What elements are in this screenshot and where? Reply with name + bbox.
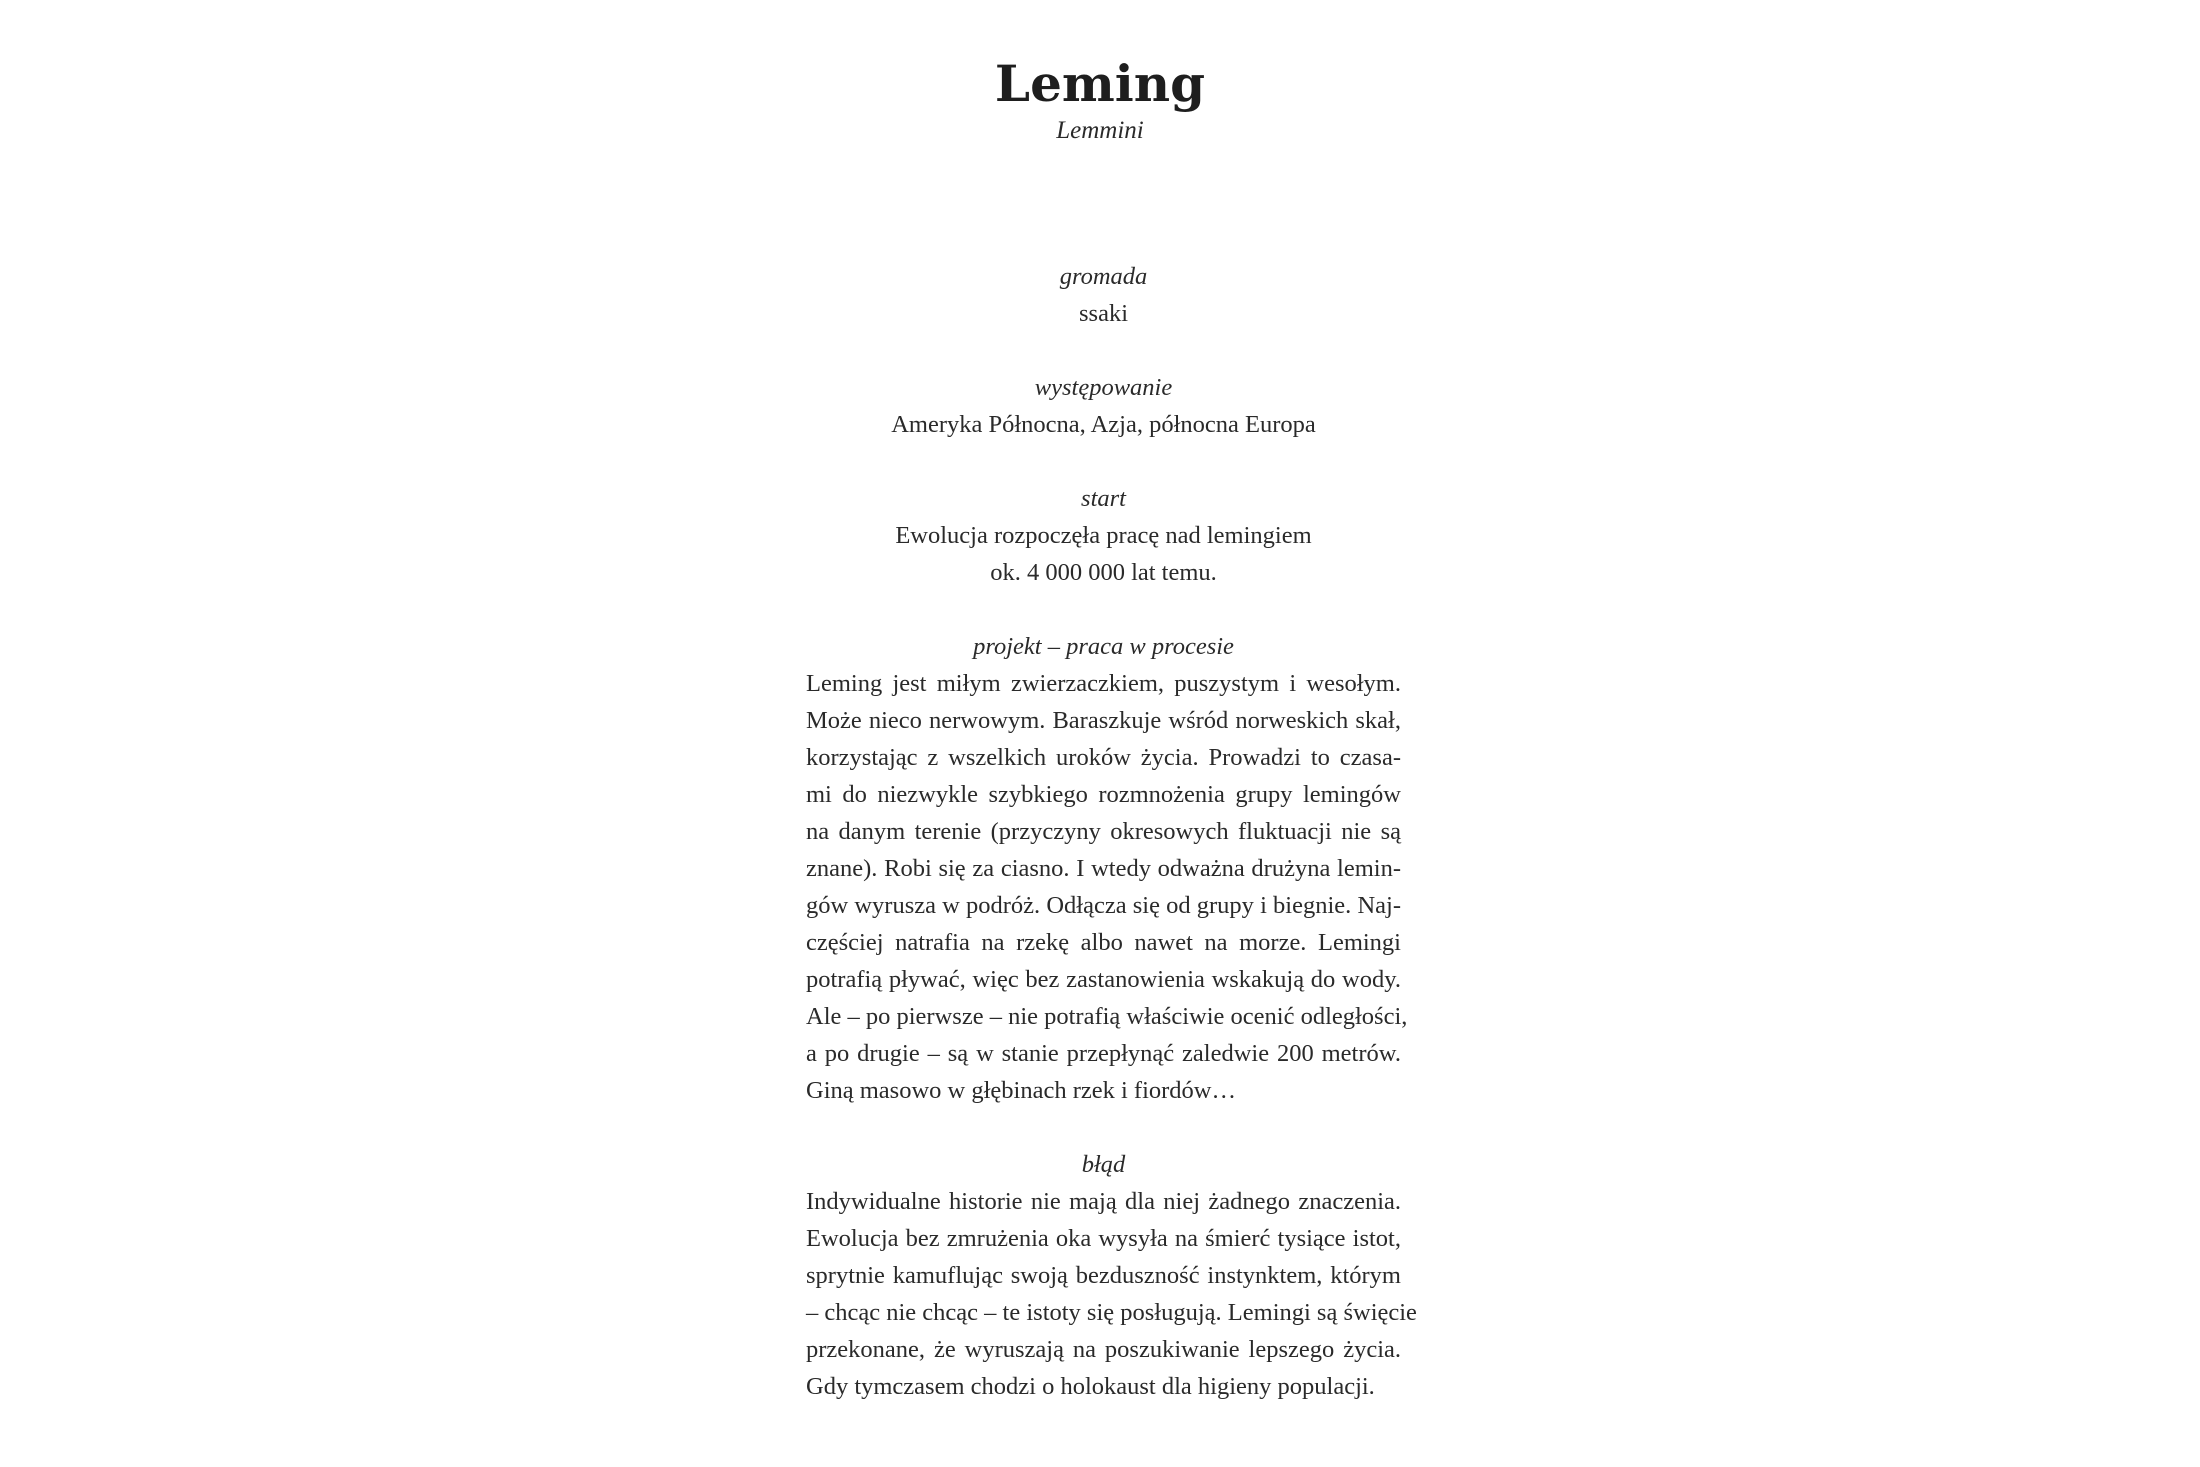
section-error: [806, 1146, 1417, 1405]
paragraph-line: Indywidualne historie nie mają dla niej żadnego znaczenia.: [806, 1188, 1401, 1215]
paragraph-line: mi do niezwykle szybkiego rozmnożenia grupy lemingów: [806, 781, 1401, 808]
section-label: start: [1081, 485, 1126, 512]
paragraph-line: znane). Robi się za ciasno. I wtedy odważna drużyna lemin-: [806, 855, 1401, 882]
section-paragraph: [806, 665, 1408, 1109]
species-card: [806, 258, 1417, 1442]
section-value: [806, 295, 1401, 332]
value-line: ssaki: [1079, 300, 1128, 327]
paragraph-line: Ewolucja bez zmrużenia oka wysyła na śmierć tysiące istot,: [806, 1225, 1401, 1252]
latin-name: Lemmini: [1056, 117, 1144, 144]
paragraph-line: przekonane, że wyruszają na poszukiwanie lepszego życia.: [806, 1336, 1401, 1363]
paragraph-line: gów wyrusza w podróż. Odłącza się od grupy i biegnie. Naj-: [806, 892, 1401, 919]
section-occurrence: [806, 369, 1401, 443]
section-label: projekt – praca w procesie: [973, 633, 1234, 660]
paragraph-line: – chcąc nie chcąc – te istoty się posługują. Lemingi są święcie: [806, 1299, 1417, 1326]
paragraph-line: Gdy tymczasem chodzi o holokaust dla higieny populacji.: [806, 1373, 1375, 1400]
section-label: występowanie: [1034, 374, 1173, 401]
paragraph-line: Leming jest miłym zwierzaczkiem, puszystym i wesołym.: [806, 670, 1401, 697]
section-class: [806, 258, 1401, 332]
section-label: błąd: [1081, 1151, 1126, 1178]
paragraph-line: Giną masowo w głębinach rzek i fiordów…: [806, 1077, 1236, 1104]
section-paragraph: [806, 1183, 1417, 1405]
paragraph-line: a po drugie – są w stanie przepłynąć zaledwie 200 metrów.: [806, 1040, 1401, 1067]
value-line: Ameryka Północna, Azja, północna Europa: [891, 411, 1316, 438]
paragraph-line: na danym terenie (przyczyny okresowych fluktuacji nie są: [806, 818, 1401, 845]
section-value: [806, 406, 1401, 443]
page-title: Leming: [994, 54, 1206, 113]
section-label: gromada: [1059, 263, 1148, 290]
paragraph-line: Ale – po pierwsze – nie potrafią właściwie ocenić odległości,: [806, 1003, 1408, 1030]
value-line: ok. 4 000 000 lat temu.: [990, 559, 1217, 586]
paragraph-line: potrafią pływać, więc bez zastanowienia wskakują do wody.: [806, 966, 1401, 993]
section-value: [806, 517, 1401, 591]
section-start: [806, 480, 1401, 591]
title-block: [0, 54, 2200, 146]
paragraph-line: korzystając z wszelkich uroków życia. Prowadzi to czasa-: [806, 744, 1401, 771]
value-line: Ewolucja rozpoczęła pracę nad lemingiem: [895, 522, 1312, 549]
paragraph-line: sprytnie kamuflując swoją bezduszność instynktem, którym: [806, 1262, 1401, 1289]
paragraph-line: częściej natrafia na rzekę albo nawet na morze. Lemingi: [806, 929, 1401, 956]
paragraph-line: Może nieco nerwowym. Baraszkuje wśród norweskich skał,: [806, 707, 1401, 734]
section-project: [806, 628, 1408, 1109]
